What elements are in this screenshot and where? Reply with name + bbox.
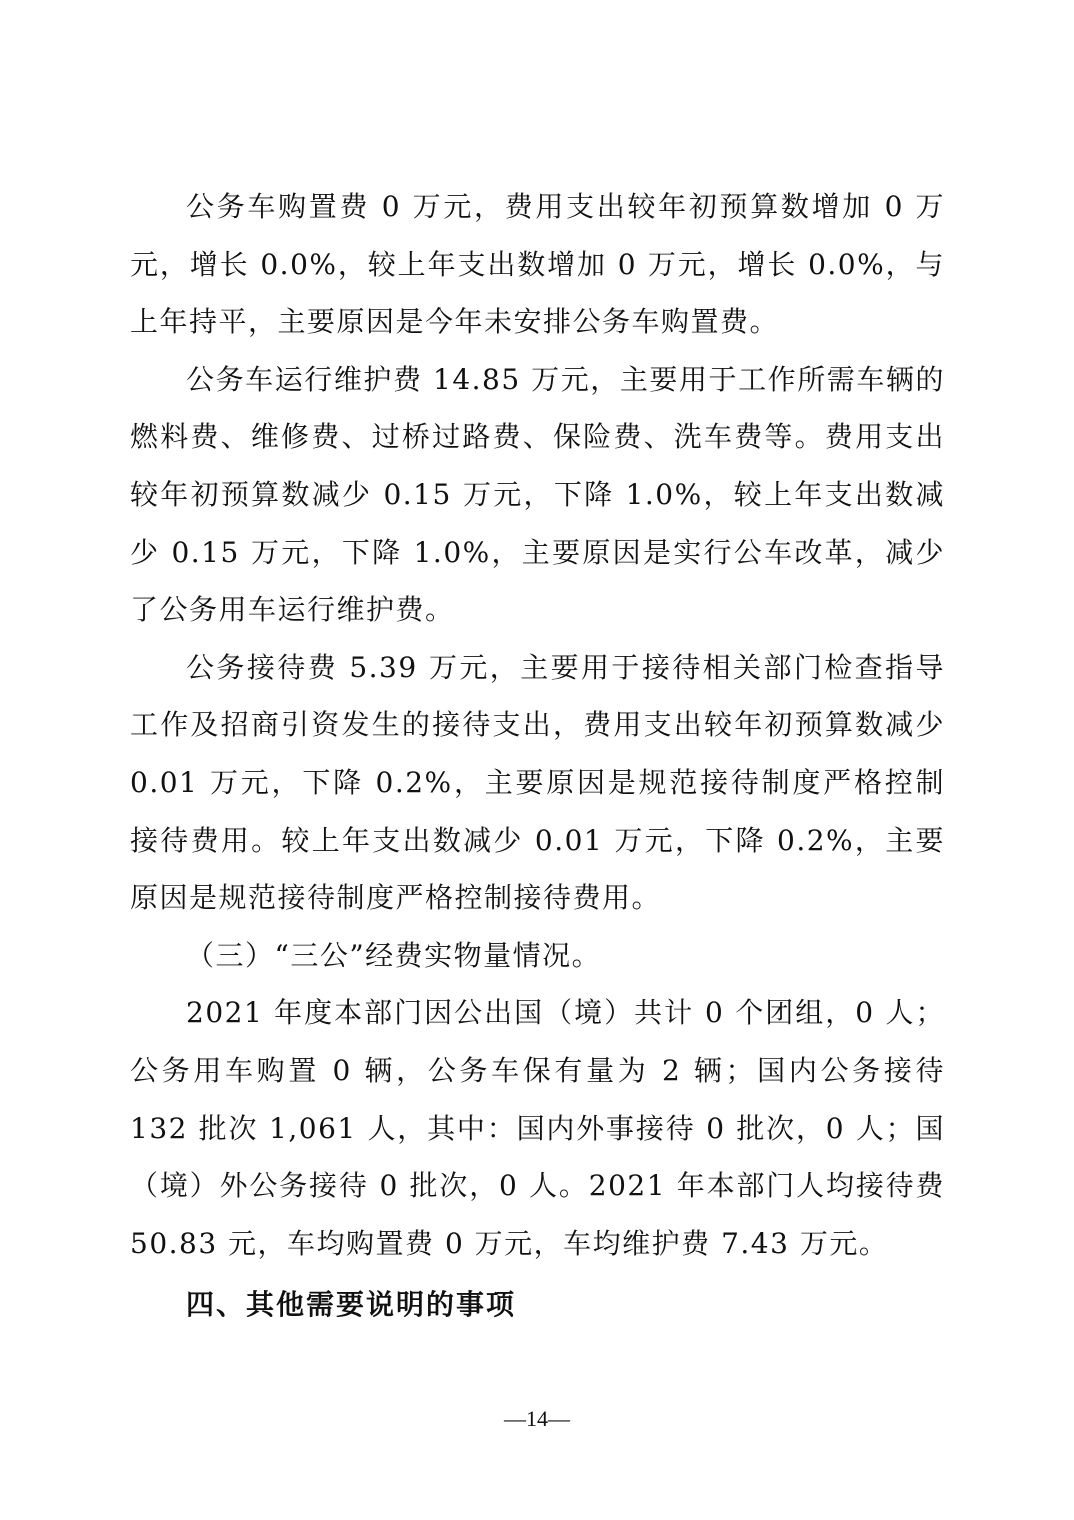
section-heading-other-matters: 四、其他需要说明的事项 [186,1288,517,1322]
paragraph-physical-quantity: 2021 年度本部门因公出国（境）共计 0 个团组，0 人；公务用车购置 0 辆，公务车保有量为 2 辆；国内公务接待 132 批次 1,061 人，其中：国内外事接待 0 批次，0 人；国（境）外公务接待 0 批次，0 人。2021 年本部门人均接待费 50.83 元，车均购置费 0 万元，车均维护费 7.43 万元。 [130,996,945,1260]
paragraph-vehicle-maintenance: 公务车运行维护费 14.85 万元，主要用于工作所需车辆的燃料费、维修费、过桥过路费、保险费、洗车费等。费用支出较年初预算数减少 0.15 万元，下降 1.0%，较上年支出数减少 0.15 万元，下降 1.0%，主要原因是实行公车改革，减少了公务用车运行维护费。 [130,362,945,627]
paragraph-vehicle-purchase: 公务车购置费 0 万元，费用支出较年初预算数增加 0 万元，增长 0.0%，较上年支出数增加 0 万元，增长 0.0%，与上年持平，主要原因是今年未安排公务车购置费。 [130,190,945,339]
page-number: —14— [504,1406,570,1431]
document-body [130,178,945,1334]
subsection-heading-physical-quantity: （三）“三公”经费实物量情况。 [186,938,602,972]
paragraph-reception-expense: 公务接待费 5.39 万元，主要用于接待相关部门检查指导工作及招商引资发生的接待支出，费用支出较年初预算数减少 0.01 万元，下降 0.2%，主要原因是规范接待制度严格控制接待费用。较上年支出数减少 0.01 万元，下降 0.2%，主要原因是规范接待制度严格控制接待费用。 [130,650,945,915]
